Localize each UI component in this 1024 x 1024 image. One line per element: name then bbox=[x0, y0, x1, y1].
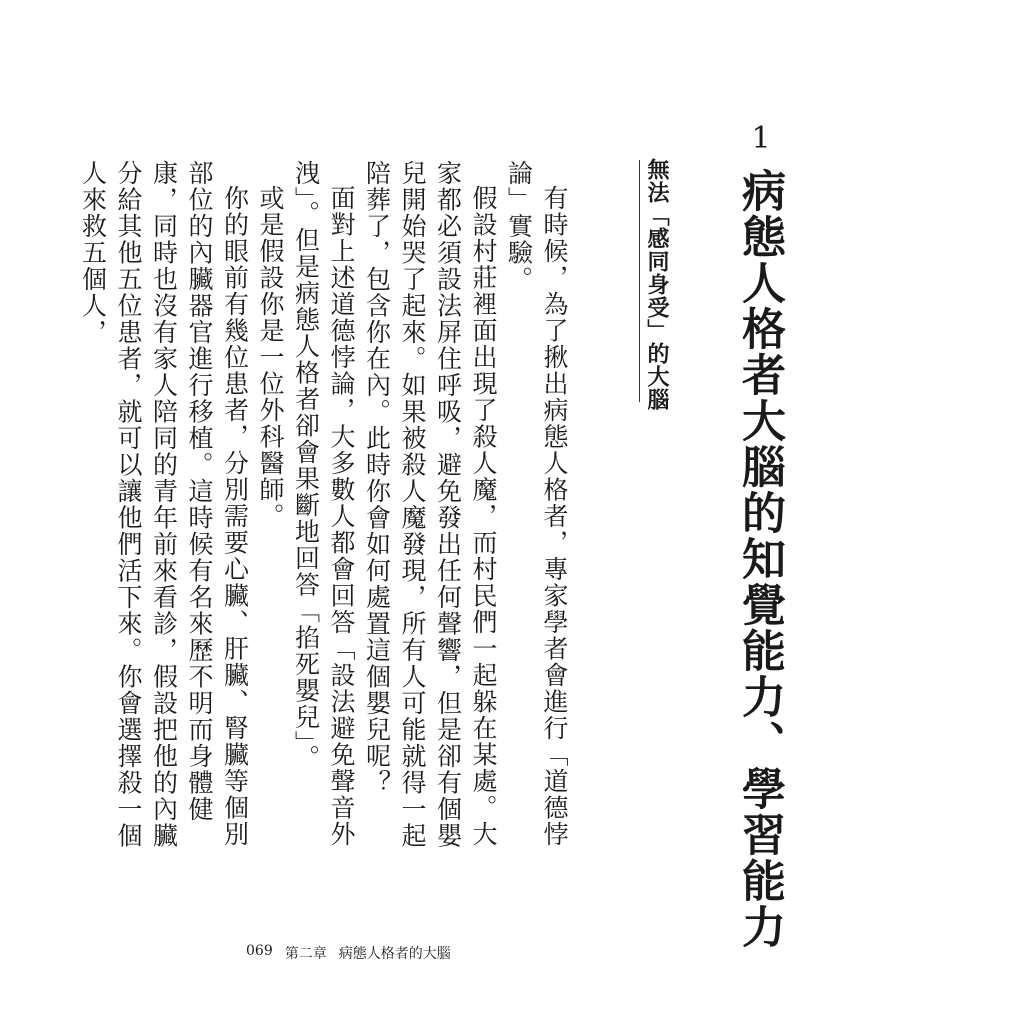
footer-chapter-label: 第二章 bbox=[284, 946, 327, 962]
body-text bbox=[78, 160, 572, 850]
paragraph-2: 假設村莊裡面出現了殺人魔，而村民們一起躲在某處。大家都必須設法屏住呼吸，避免發出任何聲響，但是卻有個嬰兒開始哭了起來。如果被殺人魔發現，所有人可能就得一起陪葬了，包含你在內。此時你會如何處置這個嬰兒呢？ bbox=[362, 160, 498, 849]
footer-chapter-name: 病態人格者的大腦 bbox=[338, 946, 451, 962]
paragraph-5: 你的眼前有幾位患者，分別需要心臟、肝臟、腎臟等個別部位的內臟器官進行移植。這時候有名來歷不明而身體健康，同時也沒有家人陪同的青年前來看診，假設把他的內臟分給其他五位患者，就可以讓他們活下來。你會選擇殺一個人來救五個人， bbox=[78, 160, 250, 849]
paragraph-4: 或是假設你是一位外科醫師。 bbox=[256, 185, 285, 530]
chapter-title: 病態人格者大腦的知覺能力、學習能力 bbox=[734, 168, 785, 950]
paragraph-3: 面對上述道德悖論，大多數人都會回答「設法避免聲音外洩」。但是病態人格者卻會果斷地回答「掐死嬰兒」。 bbox=[291, 160, 356, 848]
chapter-number: 1 bbox=[751, 121, 771, 156]
paragraph-1: 有時候，為了揪出病態人格者，專家學者會進行「道德悖論」實驗。 bbox=[504, 160, 569, 848]
page-footer bbox=[246, 943, 451, 963]
section-subtitle: 無法「感同身受」的大腦 bbox=[644, 158, 669, 411]
page-number: 069 bbox=[246, 943, 273, 959]
